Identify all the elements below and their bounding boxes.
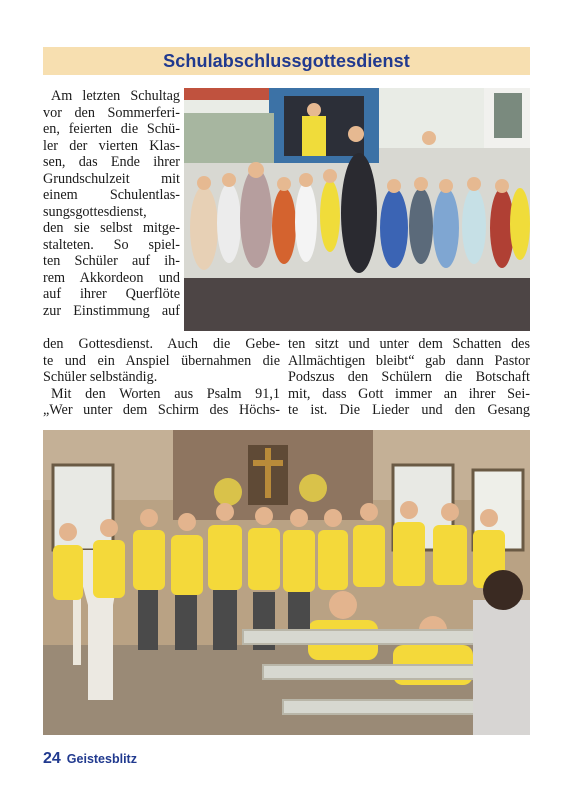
article-line: mit, dass Gott immer an ihrer Sei- <box>288 385 530 402</box>
title-bar <box>43 47 530 75</box>
article-line: vor den Sommerferi- <box>43 104 180 121</box>
article-line: ten Schüler auf ih- <box>43 253 180 269</box>
article-line: einem Schulentlas- <box>43 187 180 203</box>
article-line: „Wer unter dem Schirm des Höchs- <box>43 402 280 418</box>
article-line: den sie selbst mitge- <box>43 220 180 236</box>
article-line: Allmächtigen bleibt“ gab dann Pastor <box>288 352 530 369</box>
article-line: auf ihrer Querflöte <box>43 286 180 302</box>
page-footer <box>43 750 137 768</box>
article-line: te und ein Anspiel übernahmen die <box>43 352 280 369</box>
article-column-left <box>43 88 180 319</box>
page-title: Schulabschlussgottesdienst <box>163 50 410 71</box>
article-line: zur Einstimmung auf <box>43 302 180 319</box>
article-line: ten sitzt und unter dem Schatten des <box>288 336 530 352</box>
page-number: 24 <box>43 750 61 767</box>
article-line: te ist. Die Lieder und den Gesang <box>288 402 530 418</box>
article-line: den Gottesdienst. Auch die Gebe- <box>43 336 280 352</box>
article-line: Grundschulzeit mit <box>43 170 180 187</box>
article-line: stalteten. So spiel- <box>43 236 180 253</box>
article-line: sungsgottesdienst, <box>43 203 147 220</box>
article-line: Podszus den Schülern die Botschaft <box>288 369 530 385</box>
article-column-middle <box>43 336 280 419</box>
article-line: Schüler selbständig. <box>43 369 158 385</box>
article-line: Am letzten Schultag <box>51 88 180 104</box>
outdoor-photo <box>184 88 530 331</box>
article-column-right <box>288 336 530 419</box>
church-photo <box>43 430 530 735</box>
article-line: ler der vierten Klas- <box>43 137 180 154</box>
article-line: en, feierten die Schü- <box>43 121 180 137</box>
article-line: sen, das Ende ihrer <box>43 154 180 170</box>
article-line: Mit den Worten aus Psalm 91,1 <box>51 385 280 402</box>
magazine-name: Geistesblitz <box>66 752 137 766</box>
article-line: rem Akkordeon und <box>43 269 180 286</box>
